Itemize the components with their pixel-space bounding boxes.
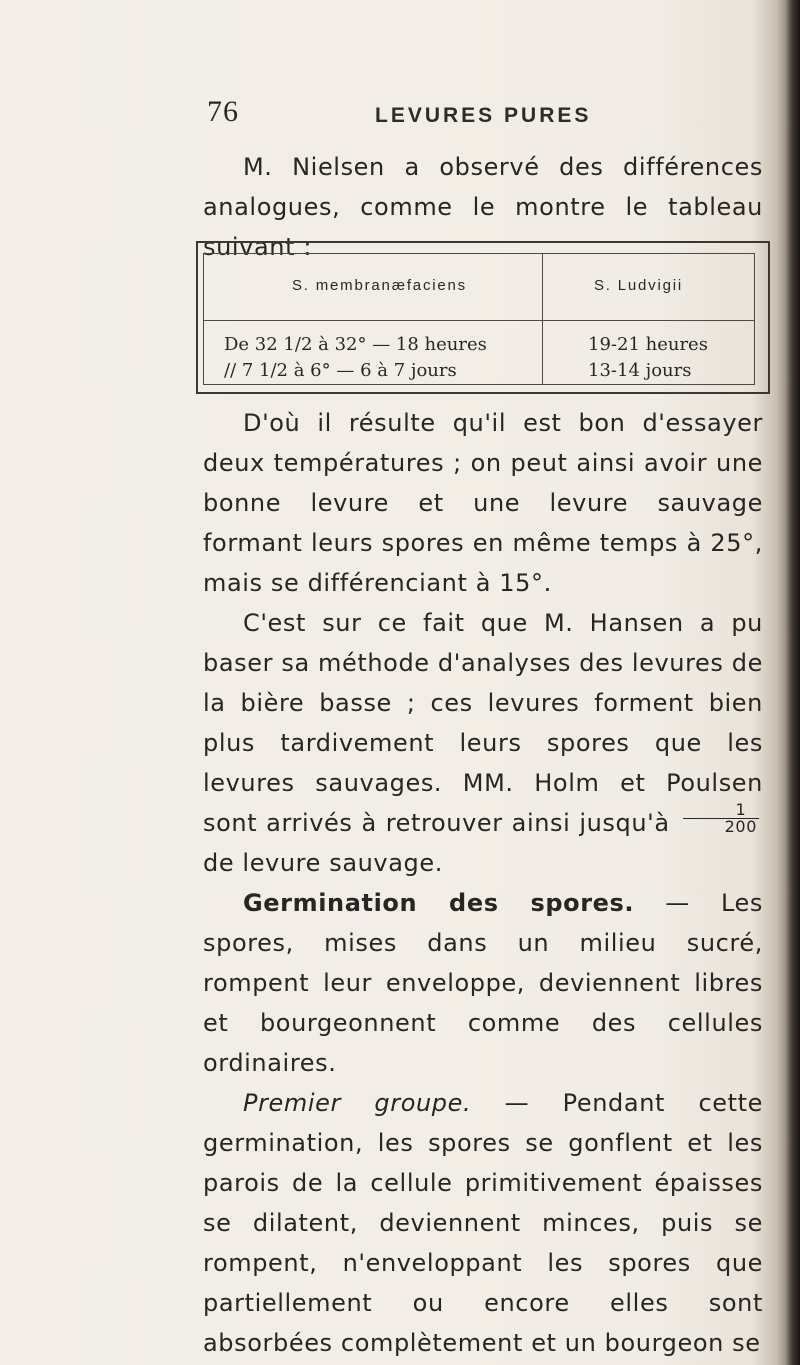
subsection-heading-premier-groupe: Premier groupe.	[243, 1089, 472, 1117]
intro-paragraph: M. Nielsen a observé des différences analogues, comme le montre le tableau suivant :	[203, 153, 763, 261]
table-header-divider	[204, 320, 754, 321]
page-header	[207, 95, 735, 138]
paragraph-premier-groupe	[203, 1083, 763, 1363]
paragraph-germination	[203, 883, 763, 1083]
table-column-divider	[542, 254, 543, 384]
subsection-text-premier-groupe: — Pendant cette germination, les spores se gonflent et les parois de la cellule primitivement épaisses se dilatent, deviennent minces, puis se rompent, n'enveloppant les spores que partiellement ou encore elles sont absorbées complètement et un bourgeon se	[203, 1089, 763, 1357]
fraction-denominator: 200	[724, 816, 757, 836]
page-number: 76	[207, 95, 239, 128]
table-row-1-left: De 32 1/2 à 32° — 18 heures	[224, 334, 487, 355]
table-row-2-right: 13-14 jours	[588, 360, 692, 381]
column-header-ludvigii: S. Ludvigii	[594, 277, 684, 294]
main-text	[203, 403, 763, 1363]
section-heading-germination: Germination des spores.	[243, 889, 635, 917]
book-binding-edge	[786, 0, 800, 1365]
paragraph-hansen-method	[203, 603, 763, 883]
paragraph-hansen-method-start: C'est sur ce fait que M. Hansen a pu baser sa méthode d'analyses des levures de la bière basse ; ces levures forment bien plus tardivement leurs spores que les levures sauvages. MM. Holm et Poulsen sont arrivés à retrouver ainsi jusqu'à	[203, 609, 763, 837]
section-text-germination: — Les spores, mises dans un milieu sucré, rompent leur enveloppe, deviennent libres et bourgeonnent comme des cellules ordinaires.	[203, 889, 763, 1077]
paragraph-hansen-method-end: de levure sauvage.	[203, 849, 443, 877]
fraction-numerator: 1	[683, 802, 759, 819]
table-cell-left	[224, 332, 524, 384]
table-cell-right	[588, 332, 738, 384]
paragraph-temperature-conclusion: D'où il résulte qu'il est bon d'essayer deux températures ; on peut ainsi avoir une bonne levure et une levure sauvage formant leurs spores en même temps à 25°, mais se différenciant à 15°.	[203, 409, 763, 597]
table-row-2-left: // 7 1/2 à 6° — 6 à 7 jours	[224, 360, 457, 381]
comparison-table	[196, 241, 770, 394]
column-header-membranaefaciens: S. membranæfaciens	[292, 277, 467, 294]
fraction-one-two-hundred	[683, 799, 759, 836]
table-row-1-right: 19-21 heures	[588, 334, 708, 355]
running-title: LEVURES PURES	[375, 104, 592, 127]
comparison-table-grid	[203, 253, 755, 385]
